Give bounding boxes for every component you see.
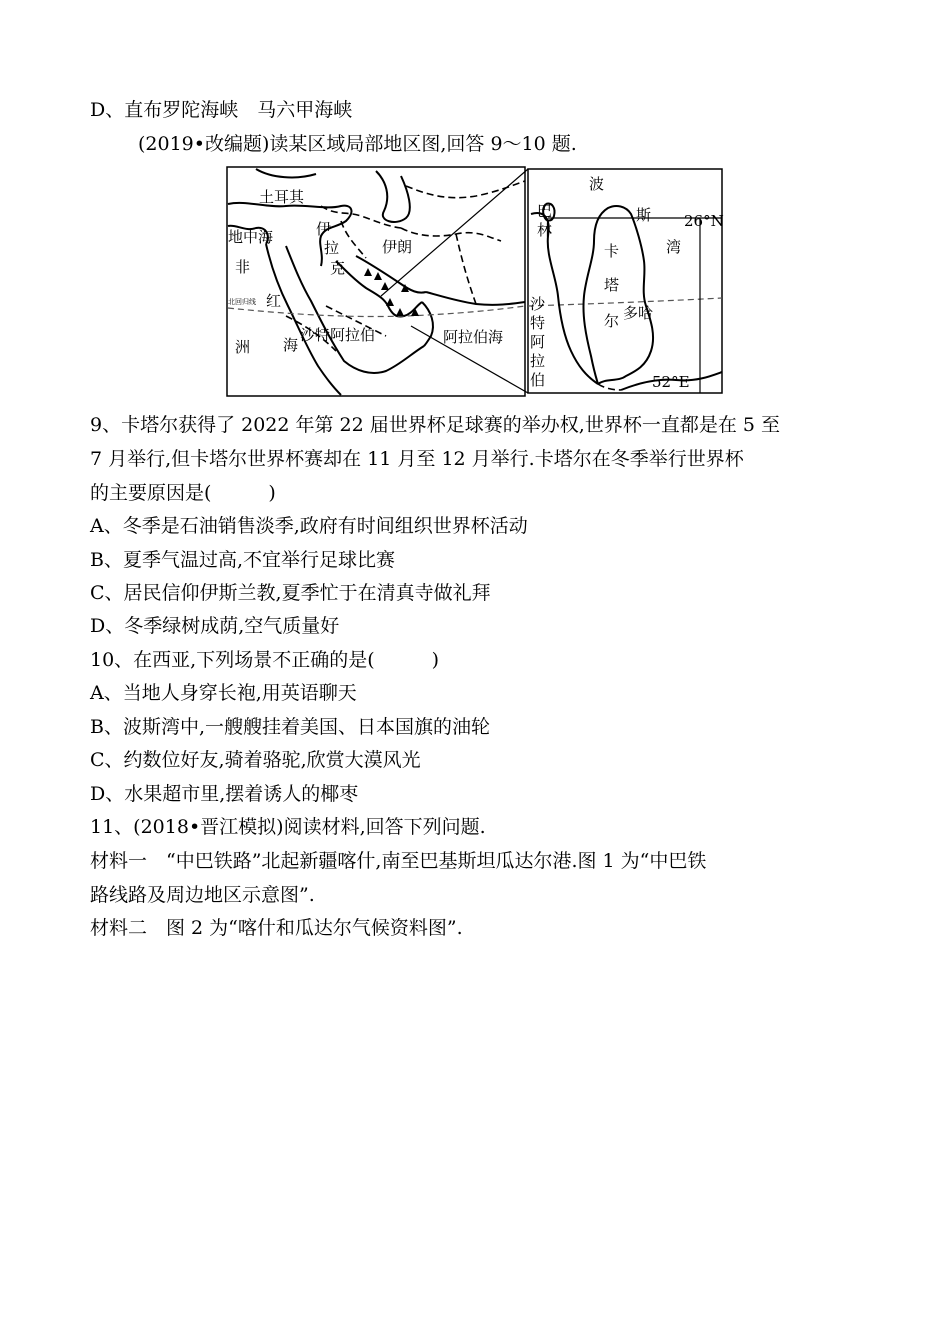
right-map-frame: [528, 169, 722, 393]
label-doha: 多哈: [623, 304, 654, 322]
q10-line: 10、在西亚,下列场景不正确的是( ): [90, 649, 440, 671]
label-turkey: 土耳其: [259, 188, 305, 206]
label-qatar-1: 卡: [604, 242, 620, 260]
label-africa-1: 非: [235, 258, 251, 276]
label-iraq-1: 伊: [316, 220, 332, 238]
material-1-line-2: 路线路及周边地区示意图”.: [90, 884, 315, 906]
label-iraq-2: 拉: [324, 239, 340, 257]
q10-option-d: D、水果超市里,摆着诱人的椰枣: [90, 783, 359, 805]
q9-option-b: B、夏季气温过高,不宜举行足球比赛: [90, 549, 396, 571]
q10-option-a: A、当地人身穿长袍,用英语聊天: [90, 682, 357, 704]
q11-line: 11、(2018•晋江模拟)阅读材料,回答下列问题.: [90, 816, 486, 838]
label-iraq-3: 克: [330, 259, 346, 277]
label-iran: 伊朗: [382, 238, 413, 256]
label-bahrain-1: 巴: [537, 202, 553, 220]
material-2-line: 材料二 图 2 为“喀什和瓜达尔气候资料图”.: [90, 917, 463, 939]
label-red-sea-1: 红: [266, 292, 282, 310]
label-persian-2: 斯: [636, 206, 652, 224]
label-saudi-5: 伯: [530, 371, 546, 389]
label-52e: 52°E: [652, 373, 690, 391]
label-persian-1: 波: [589, 175, 605, 193]
q9-option-d: D、冬季绿树成荫,空气质量好: [90, 615, 340, 637]
label-saudi: 沙特阿拉伯: [300, 326, 376, 344]
label-qatar-3: 尔: [604, 312, 620, 330]
label-saudi-3: 阿: [530, 333, 546, 351]
label-26n: 26°N: [684, 212, 724, 230]
label-saudi-1: 沙: [530, 295, 546, 313]
label-persian-3: 湾: [666, 238, 682, 256]
q10-option-b: B、波斯湾中,一艘艘挂着美国、日本国旗的油轮: [90, 716, 491, 738]
label-saudi-4: 拉: [530, 352, 546, 370]
label-qatar-2: 塔: [604, 276, 620, 294]
intro-line: (2019•改编题)读某区域局部地区图,回答 9～10 题.: [138, 133, 577, 155]
label-red-sea-2: 海: [283, 336, 299, 354]
label-saudi-2: 特: [530, 314, 546, 332]
option-d-prev: D、直布罗陀海峡 马六甲海峡: [90, 99, 353, 121]
q9-line-3: 的主要原因是( ): [90, 482, 276, 504]
q9-option-a: A、冬季是石油销售淡季,政府有时间组织世界杯活动: [90, 515, 528, 537]
q9-line-1: 9、卡塔尔获得了 2022 年第 22 届世界杯足球赛的举办权,世界杯一直都是在 5 至: [90, 414, 780, 436]
q9-option-c: C、居民信仰伊斯兰教,夏季忙于在清真寺做礼拜: [90, 582, 491, 604]
q10-option-c: C、约数位好友,骑着骆驼,欣赏大漠风光: [90, 749, 421, 771]
label-tropic: 北回归线: [228, 298, 256, 306]
material-1-line-1: 材料一 “中巴铁路”北起新疆喀什,南至巴基斯坦瓜达尔港.图 1 为“中巴铁: [90, 850, 707, 872]
label-africa-2: 洲: [235, 338, 251, 356]
label-arabian-sea: 阿拉伯海: [443, 328, 504, 346]
label-bahrain-2: 林: [537, 221, 553, 239]
q9-line-2: 7 月举行,但卡塔尔世界杯赛却在 11 月至 12 月举行.卡塔尔在冬季举行世界杯: [90, 448, 744, 470]
label-mediterranean: 地中海: [228, 228, 274, 246]
region-map: [226, 166, 726, 398]
